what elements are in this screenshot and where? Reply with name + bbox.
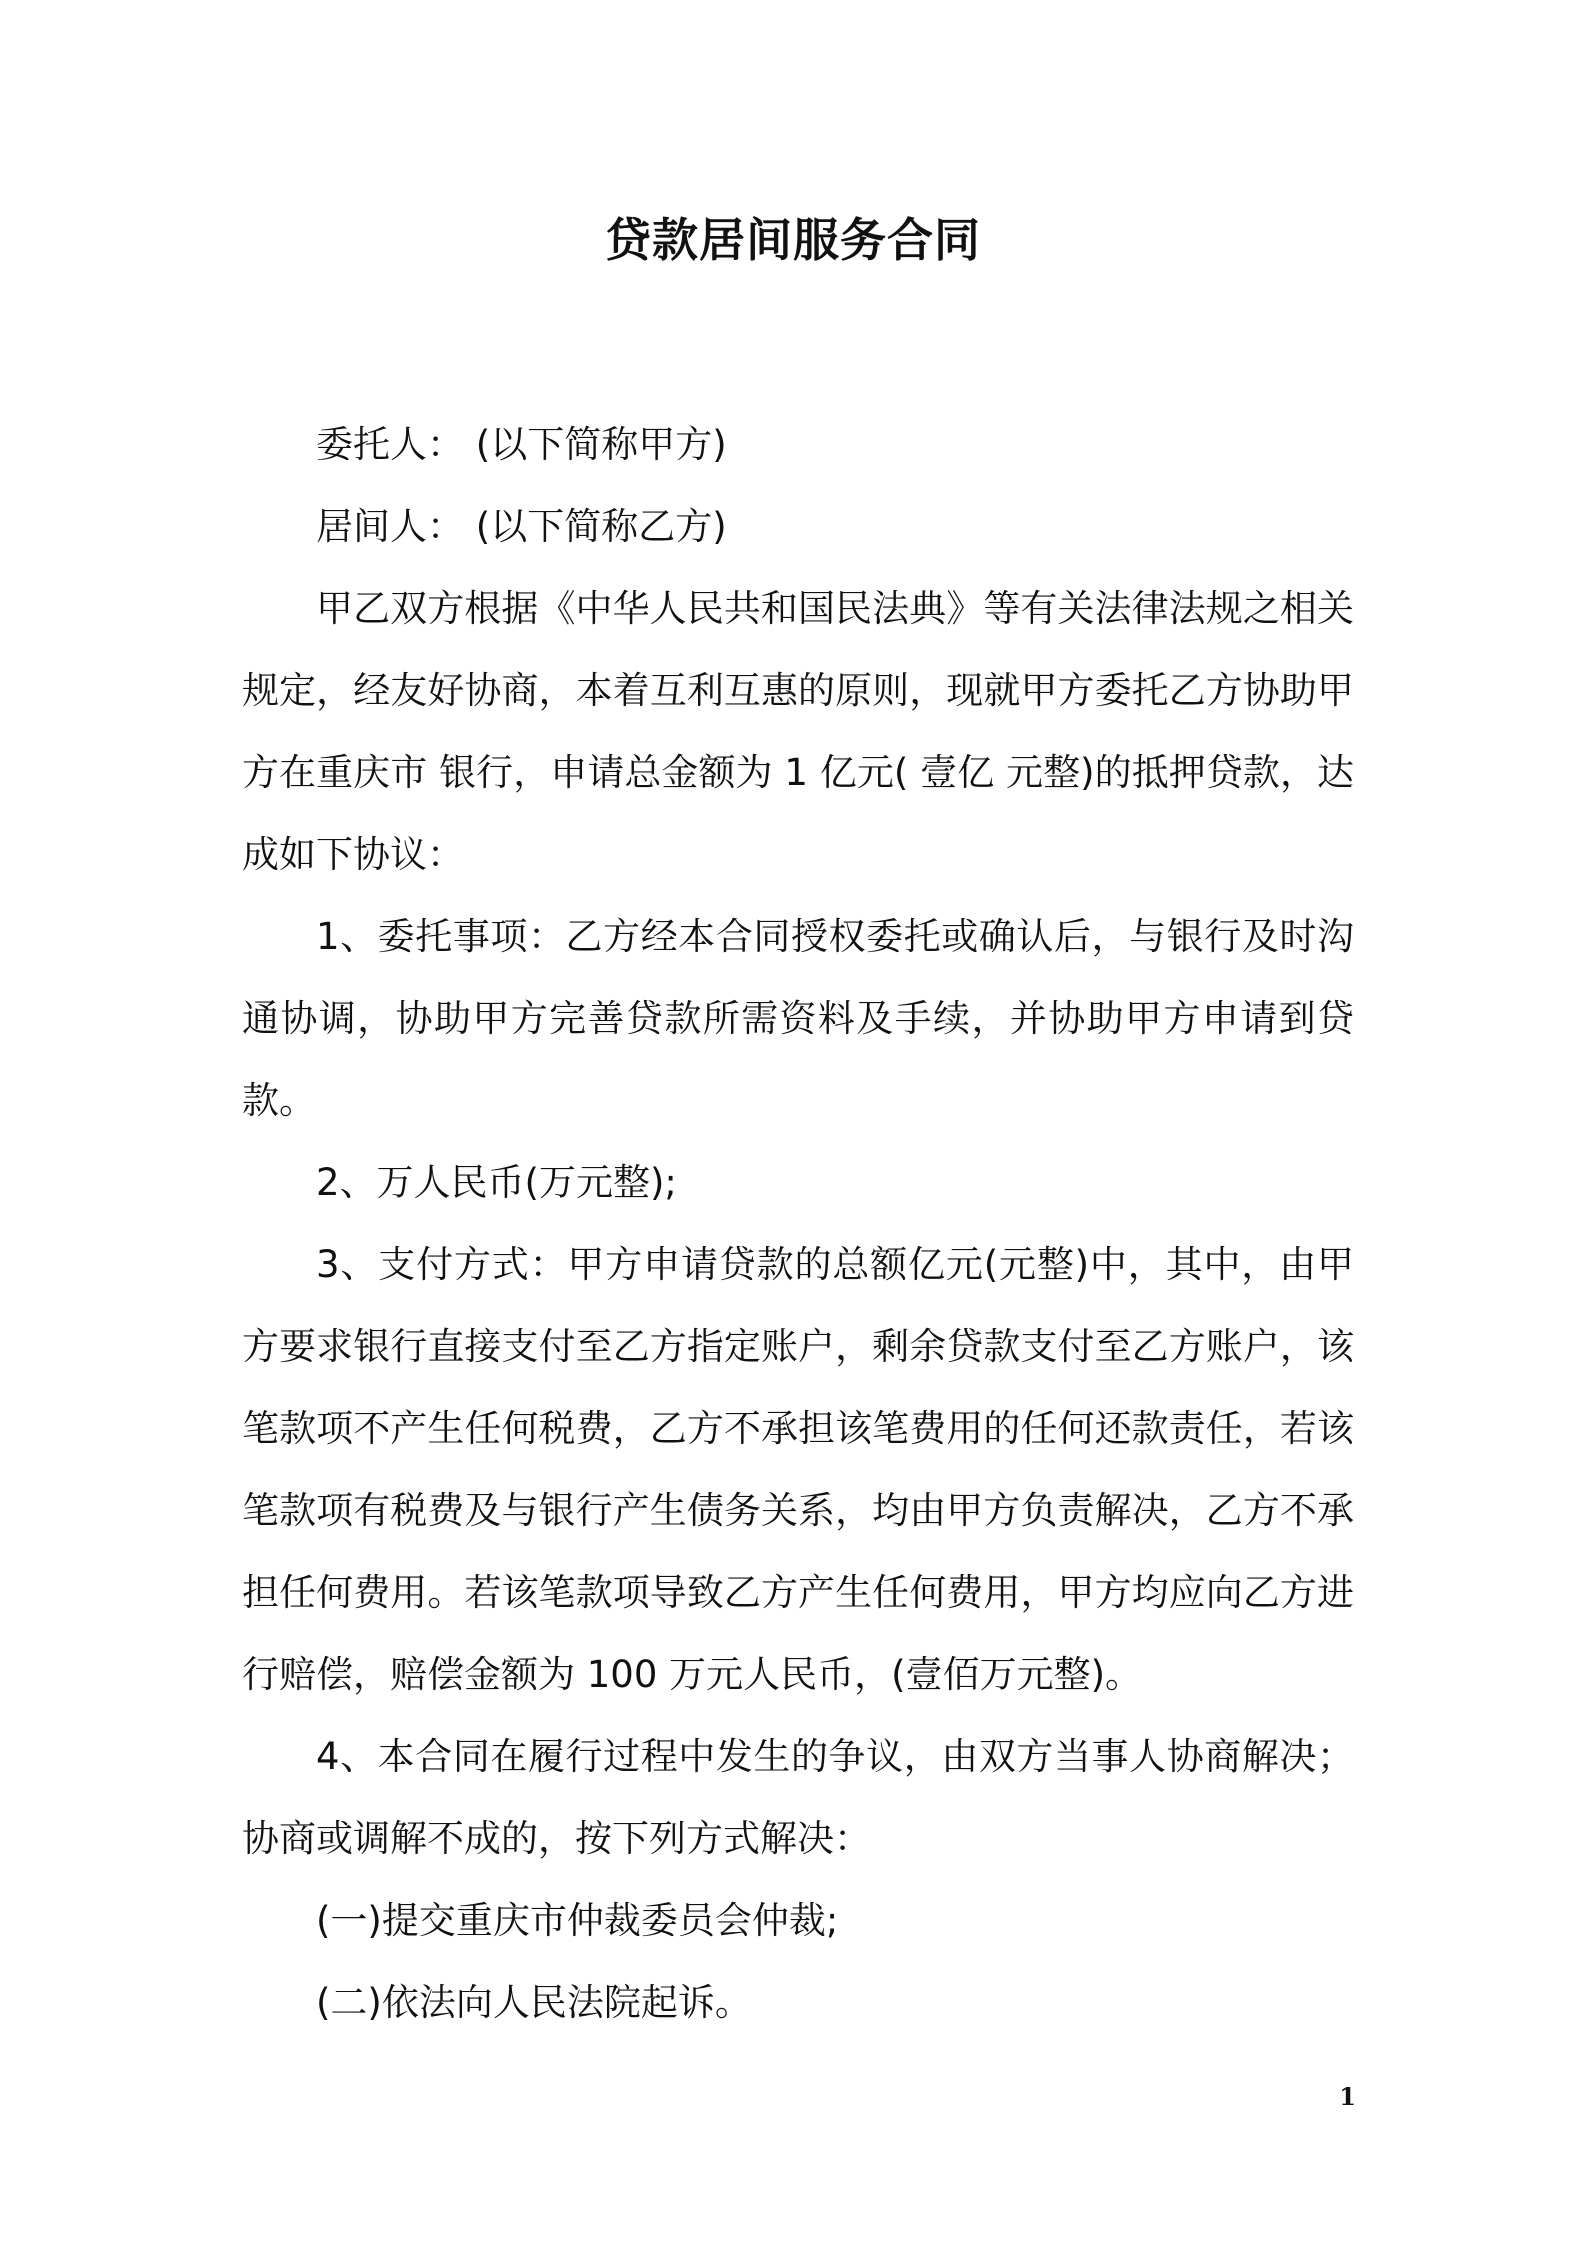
document-body	[242, 404, 1354, 2044]
clause-2-paragraph: 2、万人民币(万元整);	[316, 1161, 677, 1204]
document-title: 贷款居间服务合同	[605, 213, 981, 267]
clause-4-paragraph: 4、本合同在履行过程中发生的争议，由双方当事人协商解决；协商或调解不成的，按下列方式解决：	[242, 1735, 1354, 1860]
preamble-paragraph: 甲乙双方根据《中华人民共和国民法典》等有关法律法规之相关规定，经友好协商，本着互利互惠的原则，现就甲方委托乙方协助甲方在重庆市 银行，申请总金额为 1 亿元( 壹亿 元整)的抵押贷款，达成如下协议：	[242, 587, 1354, 876]
clause-1-paragraph: 1、委托事项：乙方经本合同授权委托或确认后，与银行及时沟通协调，协助甲方完善贷款所需资料及手续，并协助甲方申请到贷款。	[242, 915, 1354, 1122]
party-b-line: 居间人： (以下简称乙方)	[316, 505, 727, 548]
party-a-line: 委托人： (以下简称甲方)	[316, 423, 727, 466]
dispute-option-2: (二)依法向人民法院起诉。	[316, 1981, 752, 2024]
clause-3-paragraph: 3、支付方式：甲方申请贷款的总额亿元(元整)中，其中，由甲方要求银行直接支付至乙方指定账户，剩余贷款支付至乙方账户，该笔款项不产生任何税费，乙方不承担该笔费用的任何还款责任，若该笔款项有税费及与银行产生债务关系，均由甲方负责解决，乙方不承担任何费用。若该笔款项导致乙方产生任何费用，甲方均应向乙方进行赔偿，赔偿金额为 100 万元人民币，(壹佰万元整)。	[242, 1243, 1354, 1696]
dispute-option-1: (一)提交重庆市仲裁委员会仲裁;	[316, 1899, 839, 1942]
page-number: 1	[1339, 2082, 1356, 2111]
